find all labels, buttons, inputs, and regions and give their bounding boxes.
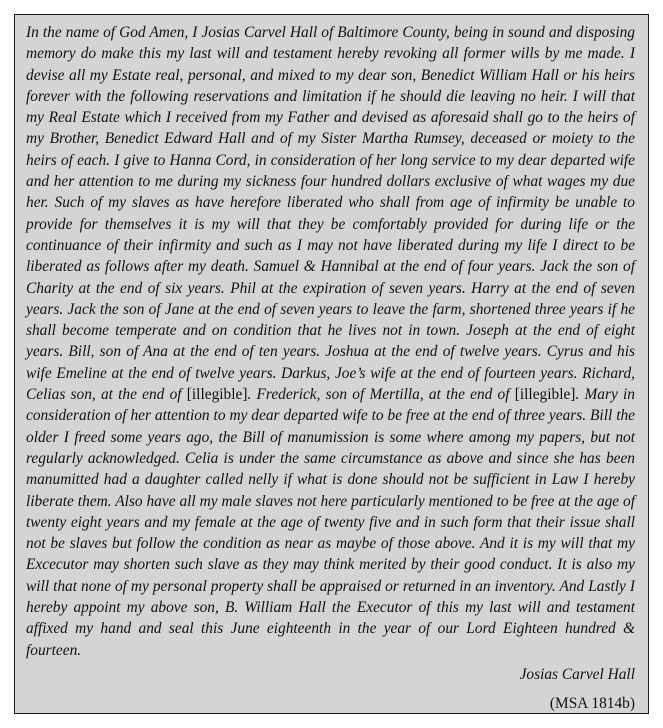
will-text-part-3: . Mary in consideration of her attention to my dear departed wife to be free at the end of three years. Bill the older I freed some years ago, the Bill of manumission is some where among my papers, but not regularly acknowledged. Celia is under the same circumstance as above and since she has been manumitted had a daughter called nelly if what is done should not be sufficient in Law I hereby liberate them. Also have all my male slaves not here particularly mentioned to be free at the age of twenty eight years and my female at the age of twenty five and in such form that their issue shall not be slaves but follow the condition as near as maybe of those above. And it is my will that my Excecutor may shorten such slave as they may think merited by their good conduct. It is also my will that none of my personal property shall be appraised or returned in an inventory. And Lastly I hereby appoint my above son, B. William Hall the Executor of this my last will and testament affixed my hand and seal this June eighteenth in the year of our Lord Eighteen hundred & fourteen. (26, 386, 636, 659)
will-document (14, 14, 649, 714)
signature-line: Josias Carvel Hall (519, 665, 635, 683)
will-text-part-1: In the name of God Amen, I Josias Carvel Hall of Baltimore County, being in sound and disposing memory do make this my last will and testament hereby revoking all former wills by me made. I devise all my Estate real, personal, and mixed to my dear son, Benedict William Hall or his heirs forever with the following reservations and limitation if he should die leaving no heir. I will that my Real Estate which I received from my Father and devised as aforesaid shall go to the heirs of my Brother, Benedict Edward Hall and of my Sister Martha Rumsey, deceased or moiety to the heirs of each. I give to Hanna Cord, in consideration of her long service to my dear departed wife and her attention to me during my sickness four hundred dollars exclusive of what wages my due her. Such of my slaves as have herefore liberated who shall from age of infirmity be unable to provide for themselves it is my will that they be comfortably provided for during life or the continuance of their infirmity and such as I may not have liberated during my life I direct to be liberated as follows after my death. Samuel & Hannibal at the end of four years. Jack the son of Charity at the end of six years. Phil at the expiration of seven years. Harry at the end of seven years. Jack the son of Jane at the end of seven years to leave the farm, shortened three years if he shall become temperate and on condition that he lives not in town. Joseph at the end of eight years. Bill, son of Ana at the end of ten years. Joshua at the end of twelve years. Cyrus and his wife Emeline at the end of twelve years. Darkus, Joe’s wife at the end of fourteen years. Richard, Celias son, at the end of (26, 24, 635, 404)
will-text-part-2: . Frederick, son of Mertilla, at the end of (247, 386, 510, 404)
will-text (26, 22, 635, 661)
illegible-marker-1: [illegible] (186, 386, 248, 404)
illegible-marker-2: [illegible] (514, 386, 576, 404)
source-citation: (MSA 1814b) (549, 695, 635, 713)
